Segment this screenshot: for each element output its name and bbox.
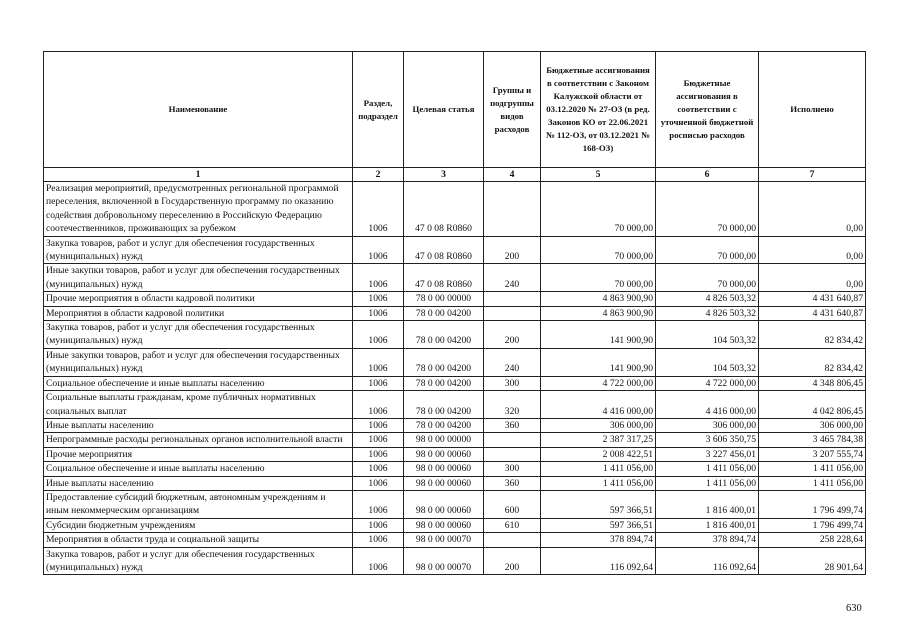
cell-executed: 82 834,42 <box>759 321 866 349</box>
cell-executed: 1 796 499,74 <box>759 518 866 532</box>
cell-name: Социальное обеспечение и иные выплаты населению <box>44 462 353 476</box>
table-row <box>44 476 866 490</box>
cell-name: Социальные выплаты гражданам, кроме публичных нормативных социальных выплат <box>44 391 353 419</box>
cell-executed: 0,00 <box>759 264 866 292</box>
cell-section: 1006 <box>353 321 404 349</box>
cell-law-budget: 141 900,90 <box>541 348 656 376</box>
table-row <box>44 490 866 518</box>
cell-group <box>484 292 541 306</box>
cell-name: Иные выплаты населению <box>44 476 353 490</box>
cell-law-budget: 1 411 056,00 <box>541 462 656 476</box>
header-name: Наименование <box>44 52 353 168</box>
cell-target: 47 0 08 R0860 <box>404 264 484 292</box>
cell-group <box>484 433 541 447</box>
header-row <box>44 52 866 168</box>
cell-refined-budget: 4 826 503,32 <box>656 306 759 320</box>
cell-section: 1006 <box>353 264 404 292</box>
cell-executed: 1 411 056,00 <box>759 462 866 476</box>
cell-group: 240 <box>484 348 541 376</box>
cell-target: 98 0 00 00070 <box>404 533 484 547</box>
table-row <box>44 518 866 532</box>
cell-name: Закупка товаров, работ и услуг для обеспечения государственных (муниципальных) нужд <box>44 547 353 575</box>
table-row <box>44 462 866 476</box>
cell-target: 78 0 00 04200 <box>404 321 484 349</box>
cell-refined-budget: 104 503,32 <box>656 321 759 349</box>
table-row <box>44 447 866 461</box>
cell-section: 1006 <box>353 547 404 575</box>
cell-law-budget: 378 894,74 <box>541 533 656 547</box>
cell-group: 200 <box>484 547 541 575</box>
table-row <box>44 391 866 419</box>
cell-group: 200 <box>484 321 541 349</box>
column-number: 2 <box>353 168 404 182</box>
cell-refined-budget: 4 826 503,32 <box>656 292 759 306</box>
cell-name: Непрограммные расходы региональных органов исполнительной власти <box>44 433 353 447</box>
cell-executed: 0,00 <box>759 182 866 237</box>
cell-group: 300 <box>484 376 541 390</box>
cell-section: 1006 <box>353 433 404 447</box>
cell-name: Иные выплаты населению <box>44 418 353 432</box>
column-number: 1 <box>44 168 353 182</box>
cell-law-budget: 2 008 422,51 <box>541 447 656 461</box>
cell-target: 98 0 00 00060 <box>404 490 484 518</box>
cell-refined-budget: 70 000,00 <box>656 264 759 292</box>
cell-law-budget: 2 387 317,25 <box>541 433 656 447</box>
cell-name: Предоставление субсидий бюджетным, автономным учреждениям и иным некоммерческим организациям <box>44 490 353 518</box>
cell-refined-budget: 378 894,74 <box>656 533 759 547</box>
cell-target: 98 0 00 00060 <box>404 518 484 532</box>
cell-section: 1006 <box>353 236 404 264</box>
cell-law-budget: 70 000,00 <box>541 236 656 264</box>
column-number: 7 <box>759 168 866 182</box>
table-row <box>44 182 866 237</box>
cell-law-budget: 4 722 000,00 <box>541 376 656 390</box>
cell-law-budget: 141 900,90 <box>541 321 656 349</box>
cell-name: Прочие мероприятия в области кадровой политики <box>44 292 353 306</box>
cell-section: 1006 <box>353 376 404 390</box>
cell-target: 78 0 00 04200 <box>404 376 484 390</box>
table-row <box>44 418 866 432</box>
cell-name: Прочие мероприятия <box>44 447 353 461</box>
cell-refined-budget: 1 411 056,00 <box>656 462 759 476</box>
table-row <box>44 533 866 547</box>
header-section: Раздел, подраздел <box>353 52 404 168</box>
cell-refined-budget: 1 816 400,01 <box>656 490 759 518</box>
cell-law-budget: 70 000,00 <box>541 182 656 237</box>
cell-refined-budget: 3 227 456,01 <box>656 447 759 461</box>
column-number: 3 <box>404 168 484 182</box>
cell-section: 1006 <box>353 306 404 320</box>
cell-group <box>484 447 541 461</box>
column-number-row <box>44 168 866 182</box>
cell-section: 1006 <box>353 418 404 432</box>
cell-name: Субсидии бюджетным учреждениям <box>44 518 353 532</box>
cell-law-budget: 597 366,51 <box>541 518 656 532</box>
cell-law-budget: 4 416 000,00 <box>541 391 656 419</box>
cell-section: 1006 <box>353 348 404 376</box>
cell-section: 1006 <box>353 533 404 547</box>
table-row <box>44 236 866 264</box>
cell-name: Иные закупки товаров, работ и услуг для обеспечения государственных (муниципальных) нужд <box>44 264 353 292</box>
table-row <box>44 547 866 575</box>
cell-law-budget: 70 000,00 <box>541 264 656 292</box>
header-target: Целевая статья <box>404 52 484 168</box>
cell-executed: 4 431 640,87 <box>759 306 866 320</box>
cell-law-budget: 4 863 900,90 <box>541 306 656 320</box>
cell-executed: 0,00 <box>759 236 866 264</box>
cell-group: 600 <box>484 490 541 518</box>
table-row <box>44 264 866 292</box>
cell-refined-budget: 104 503,32 <box>656 348 759 376</box>
cell-group: 360 <box>484 418 541 432</box>
column-number: 5 <box>541 168 656 182</box>
cell-executed: 4 348 806,45 <box>759 376 866 390</box>
cell-refined-budget: 1 411 056,00 <box>656 476 759 490</box>
cell-section: 1006 <box>353 182 404 237</box>
cell-group <box>484 306 541 320</box>
cell-section: 1006 <box>353 462 404 476</box>
cell-executed: 306 000,00 <box>759 418 866 432</box>
cell-law-budget: 597 366,51 <box>541 490 656 518</box>
header-executed: Исполнено <box>759 52 866 168</box>
cell-executed: 1 796 499,74 <box>759 490 866 518</box>
cell-executed: 82 834,42 <box>759 348 866 376</box>
cell-section: 1006 <box>353 476 404 490</box>
cell-refined-budget: 3 606 350,75 <box>656 433 759 447</box>
table-row <box>44 348 866 376</box>
cell-group: 300 <box>484 462 541 476</box>
cell-refined-budget: 4 722 000,00 <box>656 376 759 390</box>
cell-target: 98 0 00 00070 <box>404 547 484 575</box>
cell-executed: 3 207 555,74 <box>759 447 866 461</box>
cell-executed: 4 431 640,87 <box>759 292 866 306</box>
cell-target: 98 0 00 00060 <box>404 462 484 476</box>
cell-section: 1006 <box>353 447 404 461</box>
cell-refined-budget: 4 416 000,00 <box>656 391 759 419</box>
table-row <box>44 321 866 349</box>
cell-section: 1006 <box>353 518 404 532</box>
budget-table <box>43 51 866 575</box>
header-groups: Группы и подгруппы видов расходов <box>484 52 541 168</box>
cell-name: Реализация мероприятий, предусмотренных региональной программой переселения, включенной в Государственную программу по оказанию содействия добровольному переселению в Российскую Федерацию соотечественников, проживающих за рубежом <box>44 182 353 237</box>
column-number: 4 <box>484 168 541 182</box>
cell-target: 78 0 00 04200 <box>404 391 484 419</box>
cell-section: 1006 <box>353 391 404 419</box>
cell-law-budget: 1 411 056,00 <box>541 476 656 490</box>
column-number: 6 <box>656 168 759 182</box>
cell-target: 78 0 00 00000 <box>404 292 484 306</box>
cell-group: 200 <box>484 236 541 264</box>
cell-name: Социальное обеспечение и иные выплаты населению <box>44 376 353 390</box>
page-number: 630 <box>846 603 862 614</box>
cell-target: 98 0 00 00000 <box>404 433 484 447</box>
table-row <box>44 292 866 306</box>
cell-name: Закупка товаров, работ и услуг для обеспечения государственных (муниципальных) нужд <box>44 236 353 264</box>
cell-executed: 1 411 056,00 <box>759 476 866 490</box>
table-body <box>44 182 866 575</box>
cell-group <box>484 533 541 547</box>
cell-section: 1006 <box>353 292 404 306</box>
cell-group: 610 <box>484 518 541 532</box>
cell-refined-budget: 70 000,00 <box>656 182 759 237</box>
cell-refined-budget: 1 816 400,01 <box>656 518 759 532</box>
cell-executed: 4 042 806,45 <box>759 391 866 419</box>
cell-name: Иные закупки товаров, работ и услуг для обеспечения государственных (муниципальных) нужд <box>44 348 353 376</box>
cell-name: Мероприятия в области труда и социальной защиты <box>44 533 353 547</box>
table-row <box>44 306 866 320</box>
cell-executed: 258 228,64 <box>759 533 866 547</box>
cell-target: 47 0 08 R0860 <box>404 236 484 264</box>
header-refined-budget: Бюджетные ассигнования в соответствии с уточненной бюджетной росписью расходов <box>656 52 759 168</box>
cell-target: 78 0 00 04200 <box>404 306 484 320</box>
cell-law-budget: 306 000,00 <box>541 418 656 432</box>
cell-group: 240 <box>484 264 541 292</box>
cell-section: 1006 <box>353 490 404 518</box>
cell-target: 78 0 00 04200 <box>404 418 484 432</box>
cell-refined-budget: 306 000,00 <box>656 418 759 432</box>
cell-target: 78 0 00 04200 <box>404 348 484 376</box>
cell-name: Мероприятия в области кадровой политики <box>44 306 353 320</box>
cell-target: 98 0 00 00060 <box>404 447 484 461</box>
cell-target: 47 0 08 R0860 <box>404 182 484 237</box>
cell-law-budget: 4 863 900,90 <box>541 292 656 306</box>
cell-group: 360 <box>484 476 541 490</box>
cell-law-budget: 116 092,64 <box>541 547 656 575</box>
cell-executed: 3 465 784,38 <box>759 433 866 447</box>
cell-target: 98 0 00 00060 <box>404 476 484 490</box>
cell-group <box>484 182 541 237</box>
cell-refined-budget: 70 000,00 <box>656 236 759 264</box>
header-law-budget: Бюджетные ассигнования в соответствии с Законом Калужской области от 03.12.2020 № 27-ОЗ (в ред. Законов КО от 22.06.2021 № 112-ОЗ, от 03.12.2021 № 168-ОЗ) <box>541 52 656 168</box>
cell-name: Закупка товаров, работ и услуг для обеспечения государственных (муниципальных) нужд <box>44 321 353 349</box>
cell-group: 320 <box>484 391 541 419</box>
cell-executed: 28 901,64 <box>759 547 866 575</box>
cell-refined-budget: 116 092,64 <box>656 547 759 575</box>
table-row <box>44 376 866 390</box>
table-row <box>44 433 866 447</box>
